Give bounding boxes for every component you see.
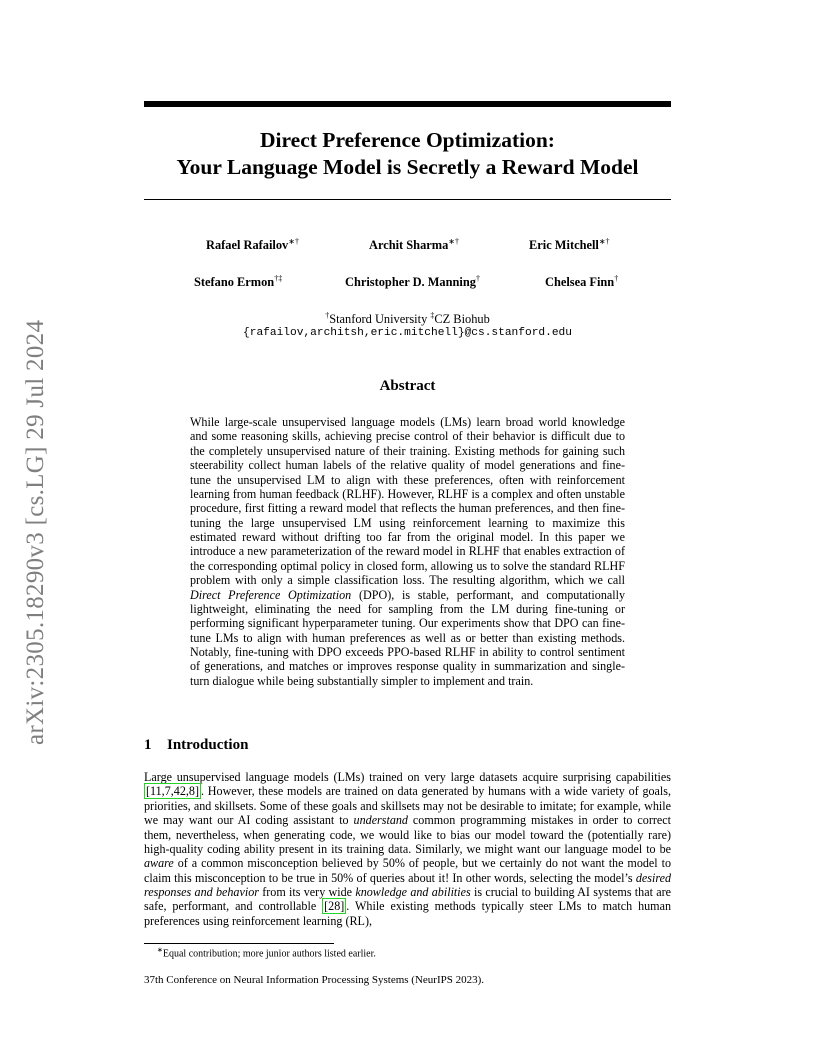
- intro-emphasis: knowledge and abilities: [355, 885, 471, 899]
- abstract-part: (DPO), is stable, performant, and computationally lightweight, eliminating the need for sampling from the LM during fine-tuning or performing significant hyperparameter tuning. Our experiments show that DPO can fine-tune LMs to align with human preferences as well as or better than existing methods. Notably, fine-tuning with DPO exceeds PPO-based RLHF in ability to control sentiment of generations, and matches or improves response quality in summarization and single-turn dialogue while being substantially simpler to implement and train.: [190, 587, 626, 688]
- author-5: [345, 274, 480, 290]
- footnote-text: Equal contribution; more junior authors listed earlier.: [162, 948, 376, 960]
- author-marks: ∗†: [288, 237, 299, 246]
- intro-text: common programming mistakes in order to correct them, nevertheless, when generating code, we would like to bias our model toward the (potentially rare) high-quality coding ability present in its training data. Similarly, we might want our language model to be: [144, 813, 671, 856]
- arxiv-stamp: arXiv:2305.18290v3 [cs.LG] 29 Jul 2024: [22, 319, 49, 745]
- footnote-rule: [144, 943, 334, 944]
- author-name: Rafael Rafailov: [206, 238, 289, 253]
- author-2: [369, 237, 459, 253]
- affil-mark: †: [325, 311, 330, 320]
- citation-7[interactable]: 7,: [164, 784, 174, 799]
- citation-8[interactable]: 8]: [188, 784, 199, 799]
- citation-link[interactable]: [144, 783, 201, 799]
- title-line-1: Direct Preference Optimization:: [260, 128, 555, 152]
- citation-28[interactable]: [28]: [324, 899, 345, 914]
- author-marks: ∗†: [448, 237, 459, 246]
- intro-text: is crucial to building AI systems that are safe, performant, and controllable: [144, 885, 671, 914]
- intro-text: Large unsupervised language models (LMs) trained on very large datasets acquire surprising capabilities: [144, 770, 671, 784]
- footnote: [157, 946, 376, 959]
- affil-stanford: Stanford University: [329, 312, 431, 327]
- abstract-part: While large-scale unsupervised language models (LMs) learn broad world knowledge and some reasoning skills, achieving precise control of their behavior is difficult due to the completely unsupervised nature of their training. Existing methods for gaining such steerability collect human labels of the relative quality of model generations and fine-tune the unsupervised LM to align with these preferences, often with reinforcement learning from human feedback (RLHF). However, RLHF is a complex and often unstable procedure, first fitting a reward model that reflects the human preferences, and then fine-tuning the large unsupervised LM using reinforcement learning to maximize this estimated reward without drifting too far from the original model. In this paper we introduce a new parameterization of the reward model in RLHF that enables extraction of the corresponding optimal policy in closed form, allowing us to solve the standard RLHF problem with only a simple classification loss. The resulting algorithm, which we call: [190, 415, 625, 588]
- abstract-emphasis: Direct Preference Optimization: [190, 587, 352, 602]
- intro-emphasis: desired responses and behavior: [144, 870, 671, 899]
- intro-text: . While existing methods typically steer LMs to match human preferences using reinforcement learning (RL),: [144, 899, 671, 928]
- affil-czbiohub: CZ Biohub: [434, 312, 490, 327]
- title-line-2: Your Language Model is Secretly a Reward Model: [176, 155, 639, 179]
- abstract-text: [190, 415, 625, 688]
- intro-text: . However, these models are trained on data generated by humans with a wide variety of goals, priorities, and skillsets. Some of these goals and skillsets may not be desirable to imitate; for example, while we may want our AI coding assistant to: [144, 784, 671, 828]
- author-name: Eric Mitchell: [529, 238, 599, 253]
- section-number: 1: [144, 737, 152, 753]
- author-name: Stefano Ermon: [194, 275, 275, 290]
- author-6: [545, 274, 618, 290]
- author-name: Chelsea Finn: [545, 275, 615, 290]
- author-3: [529, 237, 610, 253]
- intro-emphasis: aware: [144, 856, 174, 871]
- author-4: [194, 274, 282, 290]
- paper-title: [144, 127, 671, 181]
- author-name: Archit Sharma: [369, 238, 449, 253]
- author-emails: {rafailov,architsh,eric.mitchell}@cs.stanford.edu: [243, 327, 572, 339]
- abstract-heading: Abstract: [379, 378, 436, 394]
- author-marks: ∗†: [598, 237, 610, 246]
- author-marks: †: [475, 274, 480, 283]
- affil-mark: ‡: [430, 311, 435, 320]
- title-top-rule: [144, 101, 671, 107]
- venue-note: 37th Conference on Neural Information Processing Systems (NeurIPS 2023).: [144, 974, 485, 986]
- author-name: Christopher D. Manning: [345, 275, 476, 290]
- affiliations: [144, 311, 671, 327]
- author-1: [206, 237, 299, 253]
- intro-text: of a common misconception believed by 50% of people, but we certainly do not want the model to claim this misconception to be true in 50% of queries about it! In other words, selecting the model’s: [144, 856, 671, 885]
- citation-11[interactable]: [11,: [146, 784, 165, 799]
- title-bottom-rule: [144, 199, 671, 200]
- citation-42[interactable]: 42,: [173, 784, 189, 799]
- section-title: Introduction: [167, 737, 249, 753]
- footnote-mark: ∗: [157, 946, 163, 954]
- intro-paragraph: [144, 770, 671, 928]
- intro-text: from its very wide: [258, 885, 356, 899]
- author-marks: †‡: [274, 274, 283, 283]
- section-heading: [144, 737, 248, 754]
- intro-emphasis: understand: [353, 813, 408, 828]
- author-marks: †: [614, 274, 619, 283]
